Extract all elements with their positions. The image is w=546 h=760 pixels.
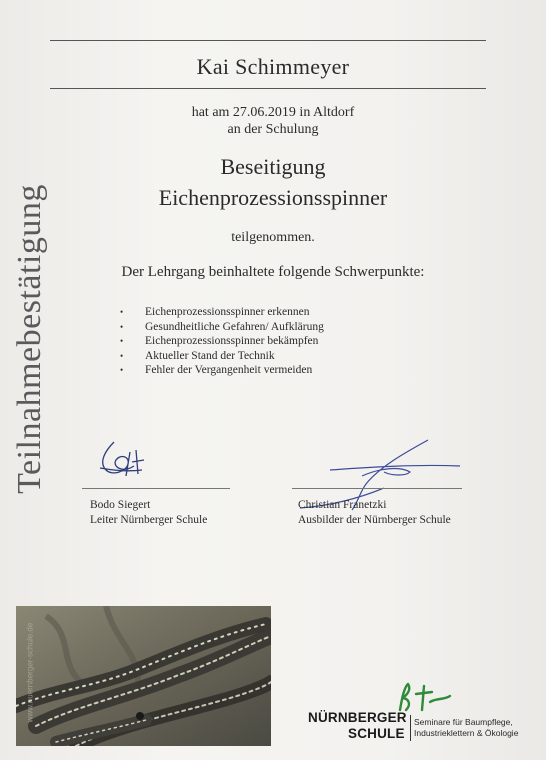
signature-line-left bbox=[82, 488, 230, 489]
logo-subtitle-2: Industrieklettern & Ökologie bbox=[414, 728, 519, 738]
top-rule bbox=[50, 40, 486, 41]
topic-item: • Fehler der Vergangenheit vermeiden bbox=[120, 363, 324, 378]
topic-item: • Aktueller Stand der Technik bbox=[120, 349, 324, 364]
signer-right-name: Christian Franetzki bbox=[298, 499, 387, 511]
signer-left bbox=[90, 498, 207, 528]
course-intro-line: an der Schulung bbox=[227, 122, 319, 137]
name-rule bbox=[50, 88, 486, 89]
school-logo bbox=[308, 680, 538, 750]
logo-divider bbox=[410, 715, 411, 741]
logo-line-b: SCHULE bbox=[348, 726, 405, 741]
certificate-vertical-title: Teilnahmebestätigung bbox=[11, 184, 48, 494]
tree-logo-icon bbox=[394, 680, 454, 714]
topic-item: • Eichenprozessionsspinner erkennen bbox=[120, 305, 324, 320]
signer-right bbox=[298, 498, 451, 528]
topic-item: • Gesundheitliche Gefahren/ Aufklärung bbox=[120, 320, 324, 335]
logo-subtitle-1: Seminare für Baumpflege, bbox=[414, 717, 513, 727]
signature-line-right bbox=[292, 488, 462, 489]
topic-list bbox=[120, 305, 324, 378]
participated-text: teilgenommen. bbox=[231, 230, 315, 245]
course-title-line-2: Eichenprozessionsspinner bbox=[158, 185, 388, 210]
focus-intro: Der Lehrgang beinhaltete folgende Schwerpunkte: bbox=[121, 264, 425, 280]
course-title-line-1: Beseitigung bbox=[220, 154, 326, 179]
signer-left-role: Leiter Nürnberger Schule bbox=[90, 514, 208, 526]
signature-left bbox=[92, 436, 152, 482]
logo-line-a: NÜRNBERGER bbox=[308, 710, 407, 725]
topic-item: • Eichenprozessionsspinner bekämpfen bbox=[120, 334, 324, 349]
caterpillar-image bbox=[16, 606, 271, 746]
photo-watermark: www.nuernberger-schule.de bbox=[25, 622, 35, 723]
signer-left-name: Bodo Siegert bbox=[90, 499, 151, 511]
signer-right-role: Ausbilder der Nürnberger Schule bbox=[298, 514, 451, 526]
date-location-line: hat am 27.06.2019 in Altdorf bbox=[191, 105, 355, 120]
participant-name: Kai Schimmeyer bbox=[196, 54, 350, 79]
caterpillar-photo bbox=[16, 606, 271, 746]
